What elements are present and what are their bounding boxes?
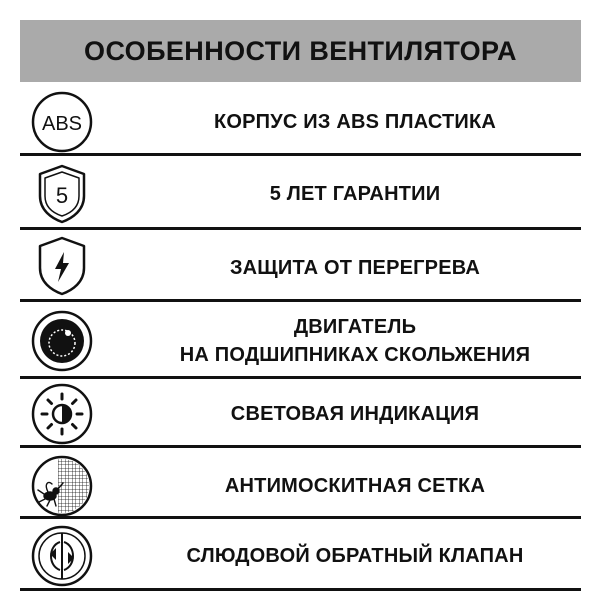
shield-lightning-icon [30,234,94,298]
shield-5-icon [30,162,94,226]
mosquito-net-icon [30,454,94,518]
divider [20,516,581,519]
abs-icon [30,90,94,154]
feature-line: СВЕТОВАЯ ИНДИКАЦИЯ [230,403,480,425]
feature-label-light [110,392,600,436]
shield-5-icon-text: 5 [55,183,69,208]
divider [20,299,581,302]
check-valve-icon [30,524,94,588]
feature-label-motor [110,310,600,372]
divider [20,227,581,230]
feature-line: СЛЮДОВОЙ ОБРАТНЫЙ КЛАПАН [186,545,524,567]
feature-line: НА ПОДШИПНИКАХ СКОЛЬЖЕНИЯ [179,344,531,366]
abs-icon-text: ABS [41,113,83,135]
feature-line: КОРПУС ИЗ ABS ПЛАСТИКА [213,111,497,133]
feature-label-overheat [110,246,600,290]
divider [20,588,581,591]
feature-line: 5 ЛЕТ ГАРАНТИИ [269,183,441,205]
header-banner [20,20,581,82]
feature-line: АНТИМОСКИТНАЯ СЕТКА [224,475,486,497]
feature-label-net [110,464,600,508]
feature-line: ДВИГАТЕЛЬ [293,316,417,338]
divider [20,376,581,379]
feature-label-abs [110,100,600,144]
page-title: ОСОБЕННОСТИ ВЕНТИЛЯТОРА [84,35,517,66]
feature-line: ЗАЩИТА ОТ ПЕРЕГРЕВА [229,257,481,279]
divider [20,153,581,156]
bearing-motor-icon [30,309,94,373]
light-indicator-icon [30,382,94,446]
feature-label-warranty [110,172,600,216]
divider [20,445,581,448]
feature-label-valve [110,534,600,578]
